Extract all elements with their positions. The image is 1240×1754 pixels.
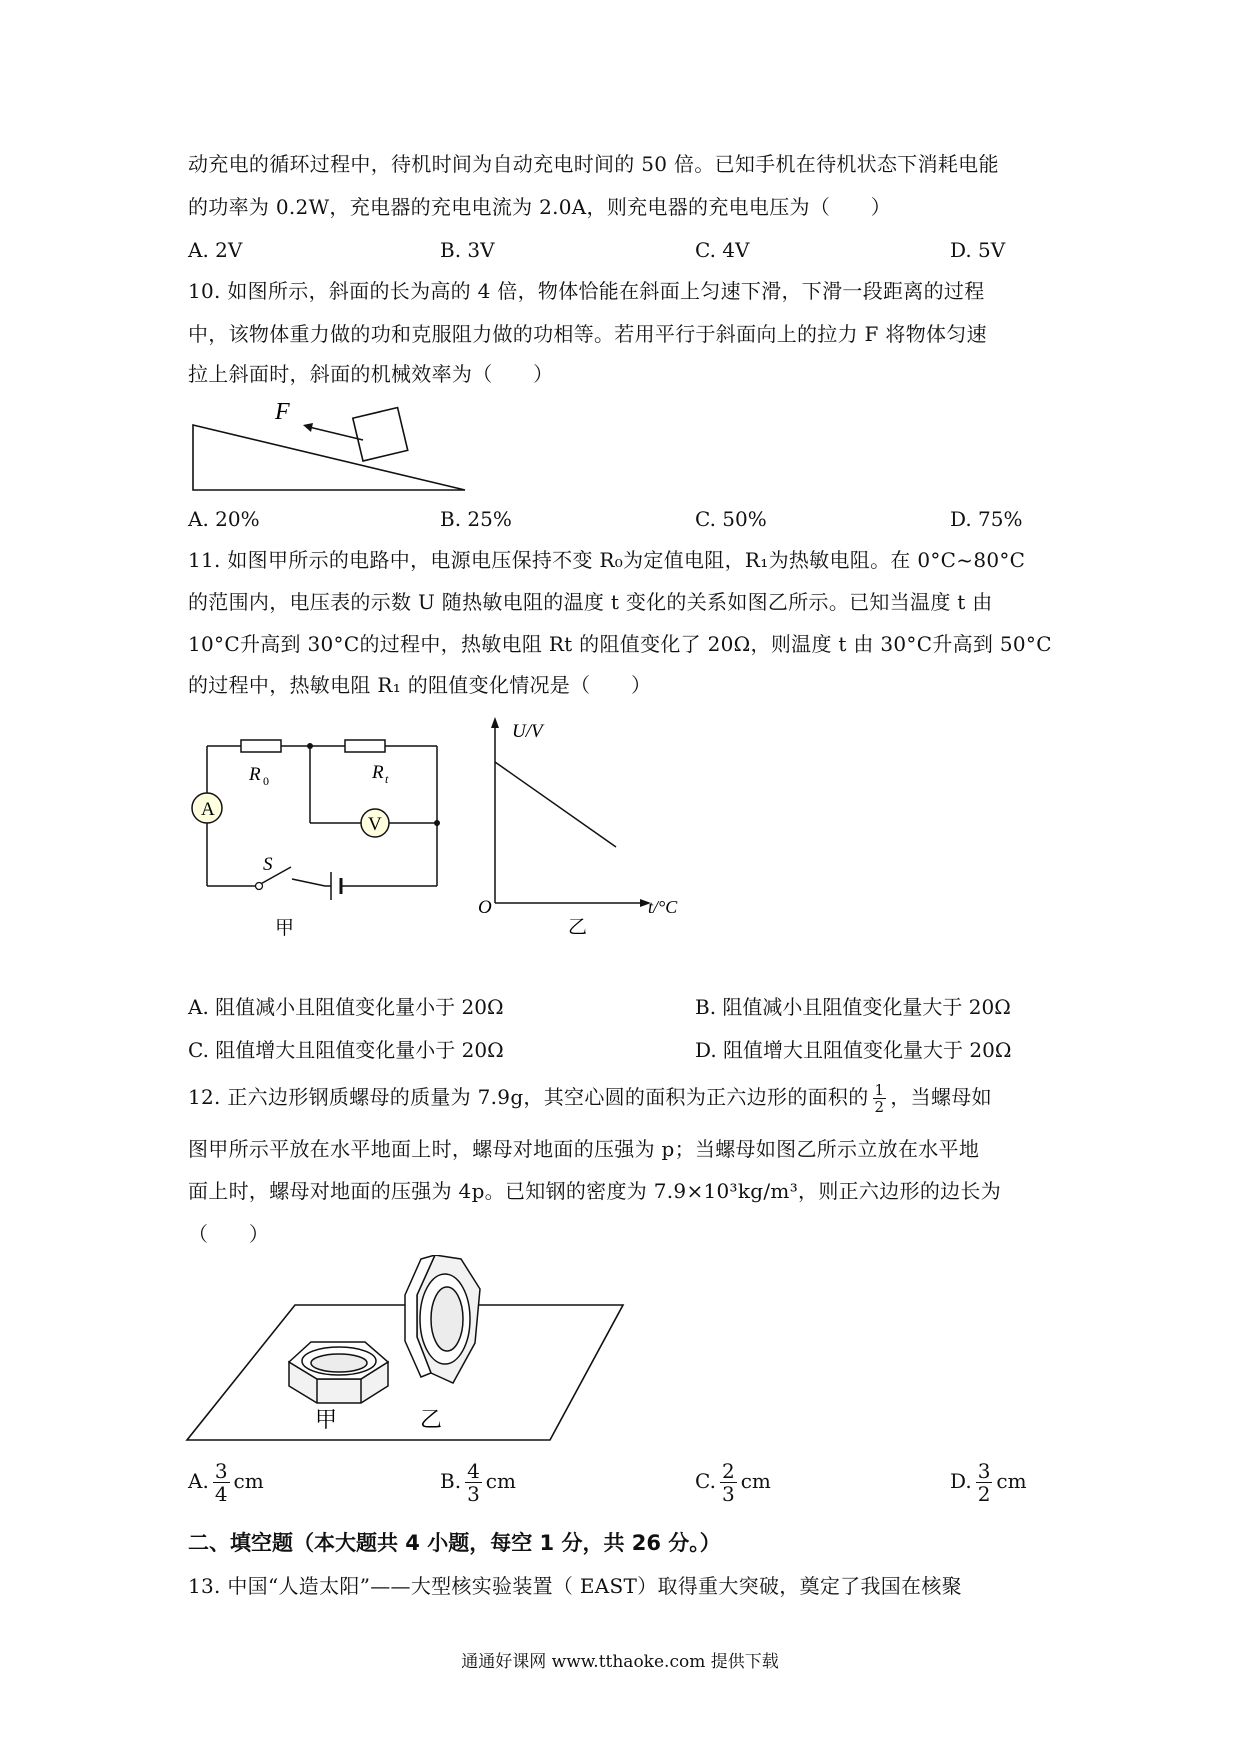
q12-line-3: 面上时，螺母对地面的压强为 4p。已知钢的密度为 7.9×10³kg/m³，则正六边形的边长为 xyxy=(188,1179,1002,1203)
switch-pivot xyxy=(256,883,263,890)
r0-resistor xyxy=(241,740,281,752)
r0-label: R xyxy=(249,764,261,785)
graph-ylabel: U/V xyxy=(512,721,543,742)
q12-option-c-numerator: 2 xyxy=(721,1459,735,1483)
switch-label: S xyxy=(263,854,273,875)
ammeter-label: A xyxy=(201,799,215,820)
q12-option-d-fraction xyxy=(976,1460,993,1505)
voltmeter-label: V xyxy=(368,814,382,835)
q12-option-a xyxy=(188,1460,264,1505)
q12-fraction-denominator: 2 xyxy=(874,1098,885,1116)
force-label: F xyxy=(275,399,290,425)
q10-option-c: C. 50% xyxy=(695,507,767,531)
q11-line-2: 的范围内，电压表的示数 U 随热敏电阻的温度 t 变化的关系如图乙所示。已知当温度 t 由 xyxy=(188,590,993,614)
q9-option-d: D. 5V xyxy=(950,238,1006,262)
graph-origin: O xyxy=(478,897,492,918)
q11-option-a: A. 阻值减小且阻值变化量小于 20Ω xyxy=(188,995,504,1019)
q12-option-b-unit: cm xyxy=(485,1469,516,1493)
q11-line-4: 的过程中，热敏电阻 R₁ 的阻值变化情况是（ ） xyxy=(188,673,652,697)
q9-line-2: 的功率为 0.2W，充电器的充电电流为 2.0A，则充电器的充电电压为（ ） xyxy=(188,195,892,219)
q9-option-c: C. 4V xyxy=(695,238,750,262)
q12-option-a-denominator: 4 xyxy=(214,1482,228,1506)
standing-nut-label: 乙 xyxy=(420,1407,443,1432)
q11-line-3: 10°C升高到 30°C的过程中，热敏电阻 Rt 的阻值变化了 20Ω，则温度 t 由 30°C升高到 50°C xyxy=(188,632,1052,656)
q12-option-a-unit: cm xyxy=(233,1469,264,1493)
block-on-incline xyxy=(353,408,408,461)
q11-option-b: B. 阻值减小且阻值变化量大于 20Ω xyxy=(695,995,1011,1019)
q12-fraction-numerator: 1 xyxy=(874,1081,885,1099)
nut-figure xyxy=(185,1255,625,1445)
rt-subscript: t xyxy=(385,772,389,786)
circuit-diagram xyxy=(185,730,445,945)
q12-option-d xyxy=(950,1460,1027,1505)
q12-option-b-numerator: 4 xyxy=(467,1459,480,1483)
r0-subscript: 0 xyxy=(263,774,269,788)
circuit-caption: 甲 xyxy=(275,918,295,939)
rt-resistor xyxy=(345,740,385,752)
q12-option-b-denominator: 3 xyxy=(467,1482,480,1506)
q11-option-c: C. 阻值增大且阻值变化量小于 20Ω xyxy=(188,1038,504,1062)
q12-option-d-letter: D. xyxy=(950,1469,972,1493)
q12-option-d-denominator: 2 xyxy=(977,1482,991,1506)
q12-option-a-fraction xyxy=(213,1460,230,1505)
q10-option-d: D. 75% xyxy=(950,507,1023,531)
q12-option-c xyxy=(695,1460,771,1505)
flat-nut-label: 甲 xyxy=(315,1407,338,1432)
q10-option-a: A. 20% xyxy=(188,507,260,531)
section-2-heading: 二、填空题（本大题共 4 小题，每空 1 分，共 26 分。） xyxy=(188,1531,721,1555)
incline-figure xyxy=(185,395,475,495)
q12-option-c-denominator: 3 xyxy=(721,1482,735,1506)
q12-option-b-fraction xyxy=(465,1460,482,1505)
q12-line-2: 图甲所示平放在水平地面上时，螺母对地面的压强为 p；当螺母如图乙所示立放在水平地 xyxy=(188,1137,980,1161)
q9-line-1: 动充电的循环过程中，待机时间为自动充电时间的 50 倍。已知手机在待机状态下消耗电能 xyxy=(188,152,999,176)
q12-option-c-fraction xyxy=(720,1460,737,1505)
q10-line-1: 10. 如图所示，斜面的长为高的 4 倍，物体恰能在斜面上匀速下滑，下滑一段距离的过程 xyxy=(188,279,985,303)
q12-option-d-numerator: 3 xyxy=(977,1459,991,1483)
graph-caption: 乙 xyxy=(568,917,588,938)
u-t-line xyxy=(495,762,616,847)
q12-option-b xyxy=(440,1460,516,1505)
q11-line-1: 11. 如图甲所示的电路中，电源电压保持不变 R₀为定值电阻，R₁为热敏电阻。在 0°C~80°C xyxy=(188,548,1026,572)
page-footer: 通通好课网 www.tthaoke.com 提供下载 xyxy=(461,1652,779,1672)
q9-option-b: B. 3V xyxy=(440,238,495,262)
q12-option-a-numerator: 3 xyxy=(214,1459,228,1483)
standing-nut xyxy=(405,1255,480,1383)
q12-line-1-text-a: 12. 正六边形钢质螺母的质量为 7.9g，其空心圆的面积为正六边形的面积的 xyxy=(188,1085,869,1109)
q11-option-d: D. 阻值增大且阻值变化量大于 20Ω xyxy=(695,1038,1012,1062)
q12-option-a-letter: A. xyxy=(188,1469,209,1493)
q12-option-c-unit: cm xyxy=(740,1469,771,1493)
q12-fraction-half xyxy=(873,1082,887,1115)
q13-line-1: 13. 中国“人造太阳”——大型核实验装置（ EAST）取得重大突破，奠定了我国在核聚 xyxy=(188,1574,962,1598)
q10-line-3: 拉上斜面时，斜面的机械效率为（ ） xyxy=(188,362,554,386)
q10-line-2: 中，该物体重力做的功和克服阻力做的功相等。若用平行于斜面向上的拉力 F 将物体匀速 xyxy=(188,322,987,346)
q10-option-b: B. 25% xyxy=(440,507,512,531)
q12-option-d-unit: cm xyxy=(996,1469,1027,1493)
q12-option-c-letter: C. xyxy=(695,1469,716,1493)
q12-option-b-letter: B. xyxy=(440,1469,462,1493)
q12-line-4: （ ） xyxy=(188,1222,270,1246)
flat-nut xyxy=(289,1342,388,1403)
q9-option-a: A. 2V xyxy=(188,238,243,262)
graph-xlabel: t/°C xyxy=(648,897,678,917)
rt-label: R xyxy=(372,762,384,783)
voltage-temperature-graph xyxy=(470,715,690,945)
q12-line-1-text-b: ，当螺母如 xyxy=(890,1085,992,1109)
q12-line-1 xyxy=(188,1082,992,1115)
